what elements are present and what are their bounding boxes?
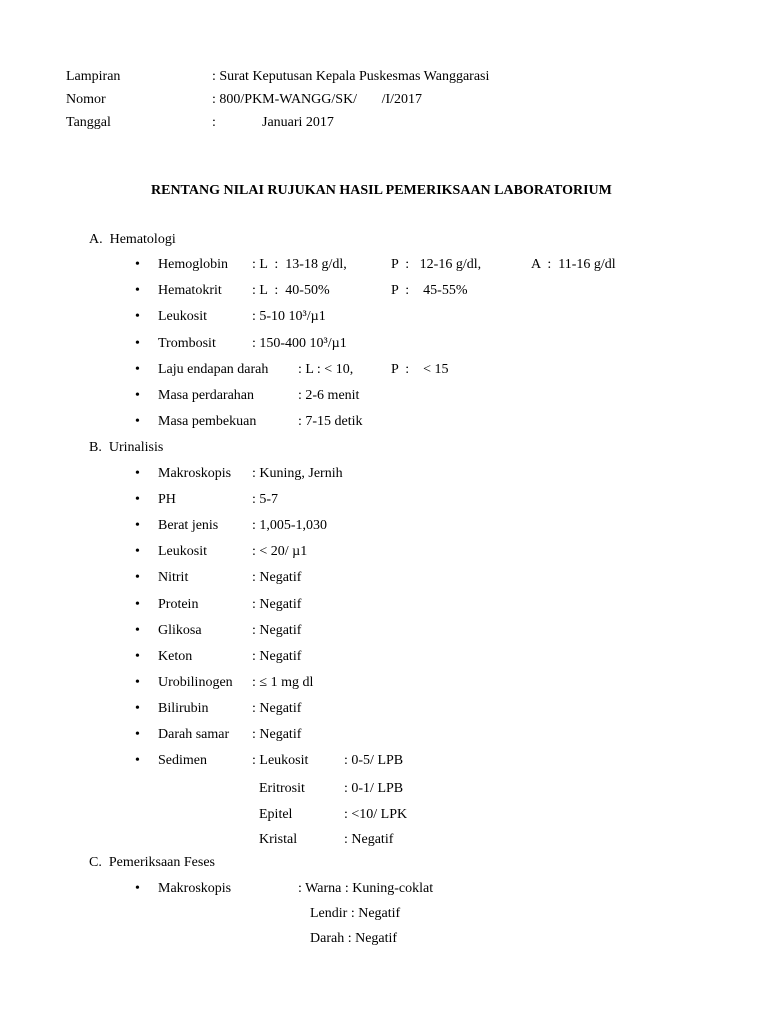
hematologi-item-value: : L : < 10, [298,362,354,377]
sedimen-sub-value: : 0-1/ LPB [344,781,404,796]
hematologi-item-value: : 5-10 10³/µ1 [252,309,326,324]
hematologi-item-name: Masa pembekuan [158,414,257,429]
urinalisis-item-name: Leukosit [158,544,207,559]
bullet-icon: • [135,675,140,690]
bullet-icon: • [135,414,140,429]
hematologi-item-value: : L : 40-50% [252,283,330,298]
sedimen-sub-name: Kristal [259,832,298,847]
sedimen-sub-name: Eritrosit [259,781,305,796]
lampiran-value: : Surat Keputusan Kepala Puskesmas Wanggarasi [212,69,490,84]
bullet-icon: • [135,727,140,742]
bullet-icon: • [135,649,140,664]
urinalisis-item-value-2: : 0-5/ LPB [344,753,404,768]
document-title: RENTANG NILAI RUJUKAN HASIL PEMERIKSAAN LABORATORIUM [151,183,612,198]
hematologi-item-name: Hemoglobin [158,257,228,272]
bullet-icon: • [135,570,140,585]
hematologi-item-value-2: P : 12-16 g/dl, [391,257,482,272]
urinalisis-item-value: : ≤ 1 mg dl [252,675,314,690]
urinalisis-item-name: Glikosa [158,623,202,638]
urinalisis-item-name: Berat jenis [158,518,219,533]
urinalisis-item-name: Darah samar [158,727,230,742]
bullet-icon: • [135,257,140,272]
tanggal-value: Januari 2017 [262,115,334,130]
bullet-icon: • [135,753,140,768]
urinalisis-item-name: Nitrit [158,570,189,585]
bullet-icon: • [135,518,140,533]
bullet-icon: • [135,388,140,403]
bullet-icon: • [135,466,140,481]
urinalisis-item-name: Bilirubin [158,701,209,716]
urinalisis-item-name: PH [158,492,176,507]
urinalisis-item-name: Keton [158,649,193,664]
section-a-heading: A. Hematologi [89,232,176,247]
urinalisis-item-value: : 1,005-1,030 [252,518,328,533]
bullet-icon: • [135,362,140,377]
hematologi-item-name: Masa perdarahan [158,388,255,403]
urinalisis-item-value: : Negatif [252,701,302,716]
sedimen-sub-value: : Negatif [344,832,394,847]
nomor-value: : 800/PKM-WANGG/SK/ /I/2017 [212,92,423,107]
bullet-icon: • [135,309,140,324]
bullet-icon: • [135,336,140,351]
feses-item-value: : Warna : Kuning-coklat [298,881,434,896]
hematologi-item-value: : 2-6 menit [298,388,360,403]
urinalisis-item-name: Makroskopis [158,466,232,481]
hematologi-item-name: Trombosit [158,336,216,351]
bullet-icon: • [135,597,140,612]
feses-darah: Darah : Negatif [310,931,398,946]
hematologi-item-value-2: P : < 15 [391,362,449,377]
urinalisis-item-name: Urobilinogen [158,675,233,690]
urinalisis-item-value: : Negatif [252,649,302,664]
urinalisis-item-name: Sedimen [158,753,207,768]
feses-lendir: Lendir : Negatif [310,906,401,921]
hematologi-item-name: Leukosit [158,309,207,324]
tanggal-colon: : [212,115,216,130]
bullet-icon: • [135,492,140,507]
bullet-icon: • [135,623,140,638]
bullet-icon: • [135,701,140,716]
urinalisis-item-value: : Negatif [252,727,302,742]
sedimen-sub-value: : <10/ LPK [344,807,408,822]
urinalisis-item-value: : Negatif [252,570,302,585]
urinalisis-item-name: Protein [158,597,199,612]
hematologi-item-value-3: A : 11-16 g/dl [531,257,616,272]
tanggal-label: Tanggal [66,115,111,130]
urinalisis-item-value: : Negatif [252,623,302,638]
urinalisis-item-value: : 5-7 [252,492,279,507]
bullet-icon: • [135,283,140,298]
lampiran-label: Lampiran [66,69,121,84]
feses-item-name: Makroskopis [158,881,232,896]
hematologi-item-value: : 7-15 detik [298,414,363,429]
urinalisis-item-value: : < 20/ µ1 [252,544,308,559]
urinalisis-item-value: : Kuning, Jernih [252,466,343,481]
hematologi-item-name: Hematokrit [158,283,222,298]
hematologi-item-name: Laju endapan darah [158,362,269,377]
hematologi-item-value: : L : 13-18 g/dl, [252,257,347,272]
hematologi-item-value-2: P : 45-55% [391,283,468,298]
hematologi-item-value: : 150-400 10³/µ1 [252,336,347,351]
section-c-heading: C. Pemeriksaan Feses [89,855,215,870]
bullet-icon: • [135,881,140,896]
sedimen-sub-name: Epitel [259,807,293,822]
nomor-label: Nomor [66,92,106,107]
urinalisis-item-value: : Negatif [252,597,302,612]
section-b-heading: B. Urinalisis [89,440,164,455]
bullet-icon: • [135,544,140,559]
urinalisis-item-value: : Leukosit [252,753,309,768]
